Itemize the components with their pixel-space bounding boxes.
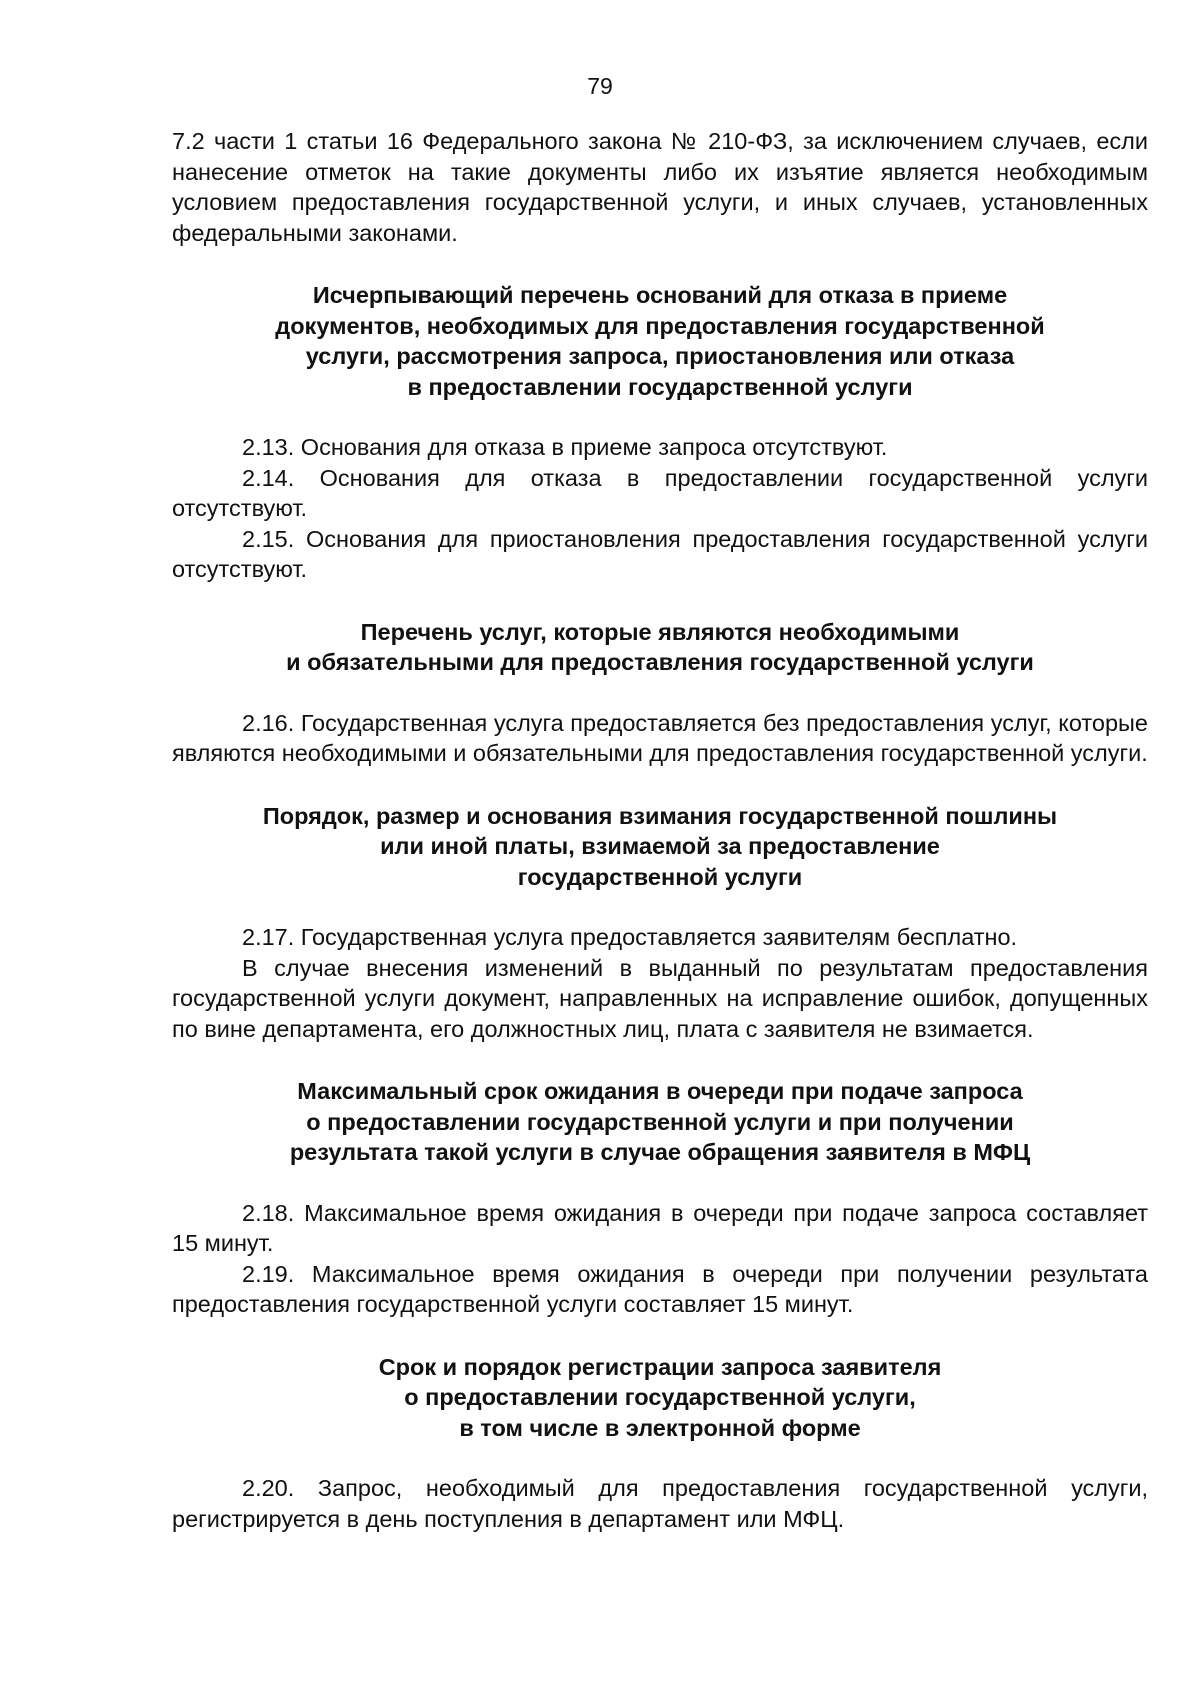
paragraph-2-18: 2.18. Максимальное время ожидания в очереди при подаче запроса составляет 15 минут. xyxy=(172,1199,1148,1256)
section-heading-refusal-grounds: Исчерпывающий перечень оснований для отказа в приеме документов, необходимых для предоставления государственной услуги, рассмотрения запроса, приостановления или отказа в предоставлении государственной услуги xyxy=(275,282,1045,400)
paragraph-2-14: 2.14. Основания для отказа в предоставлении государственной услуги отсутствуют. xyxy=(172,464,1148,521)
section-heading-required-services: Перечень услуг, которые являются необходимыми и обязательными для предоставления государственной услуги xyxy=(286,618,1034,675)
paragraph-2-19: 2.19. Максимальное время ожидания в очереди при получении результата предоставления государственной услуги составляет 15 минут. xyxy=(172,1260,1148,1317)
section-heading-registration: Срок и порядок регистрации запроса заявителя о предоставлении государственной услуги, в том числе в электронной форме xyxy=(378,1353,942,1441)
page-number: 79 xyxy=(587,73,613,99)
intro-paragraph: 7.2 части 1 статьи 16 Федерального закона № 210-ФЗ, за исключением случаев, если нанесение отметок на такие документы либо их изъятие является необходимым условием предоставления государственной услуги, и иных случаев, установленных федеральными законами. xyxy=(172,128,1148,246)
paragraph-2-15: 2.15. Основания для приостановления предоставления государственной услуги отсутствуют. xyxy=(172,525,1148,582)
paragraph-2-16: 2.16. Государственная услуга предоставляется без предоставления услуг, которые являются необходимыми и обязательными для предоставления государственной услуги. xyxy=(172,709,1148,766)
section-heading-waiting-time: Максимальный срок ожидания в очереди при подаче запроса о предоставлении государственной услуги и при получении результата такой услуги в случае обращения заявителя в МФЦ xyxy=(289,1078,1031,1165)
document-body xyxy=(172,126,1148,1534)
paragraph-2-17: 2.17. Государственная услуга предоставляется заявителям бесплатно. xyxy=(242,924,1018,950)
section-heading-fees: Порядок, размер и основания взимания государственной пошлины или иной платы, взимаемой за предоставление государственной услуги xyxy=(262,802,1058,890)
paragraph-2-20: 2.20. Запрос, необходимый для предоставления государственной услуги, регистрируется в день поступления в департамент или МФЦ. xyxy=(172,1475,1148,1532)
paragraph-2-13: 2.13. Основания для отказа в приеме запроса отсутствуют. xyxy=(242,434,888,460)
paragraph-corrections-fee: В случае внесения изменений в выданный по результатам предоставления государственной услуги документ, направленных на исправление ошибок, допущенных по вине департамента, его должностных лиц, плата с заявителя не взимается. xyxy=(172,954,1148,1042)
